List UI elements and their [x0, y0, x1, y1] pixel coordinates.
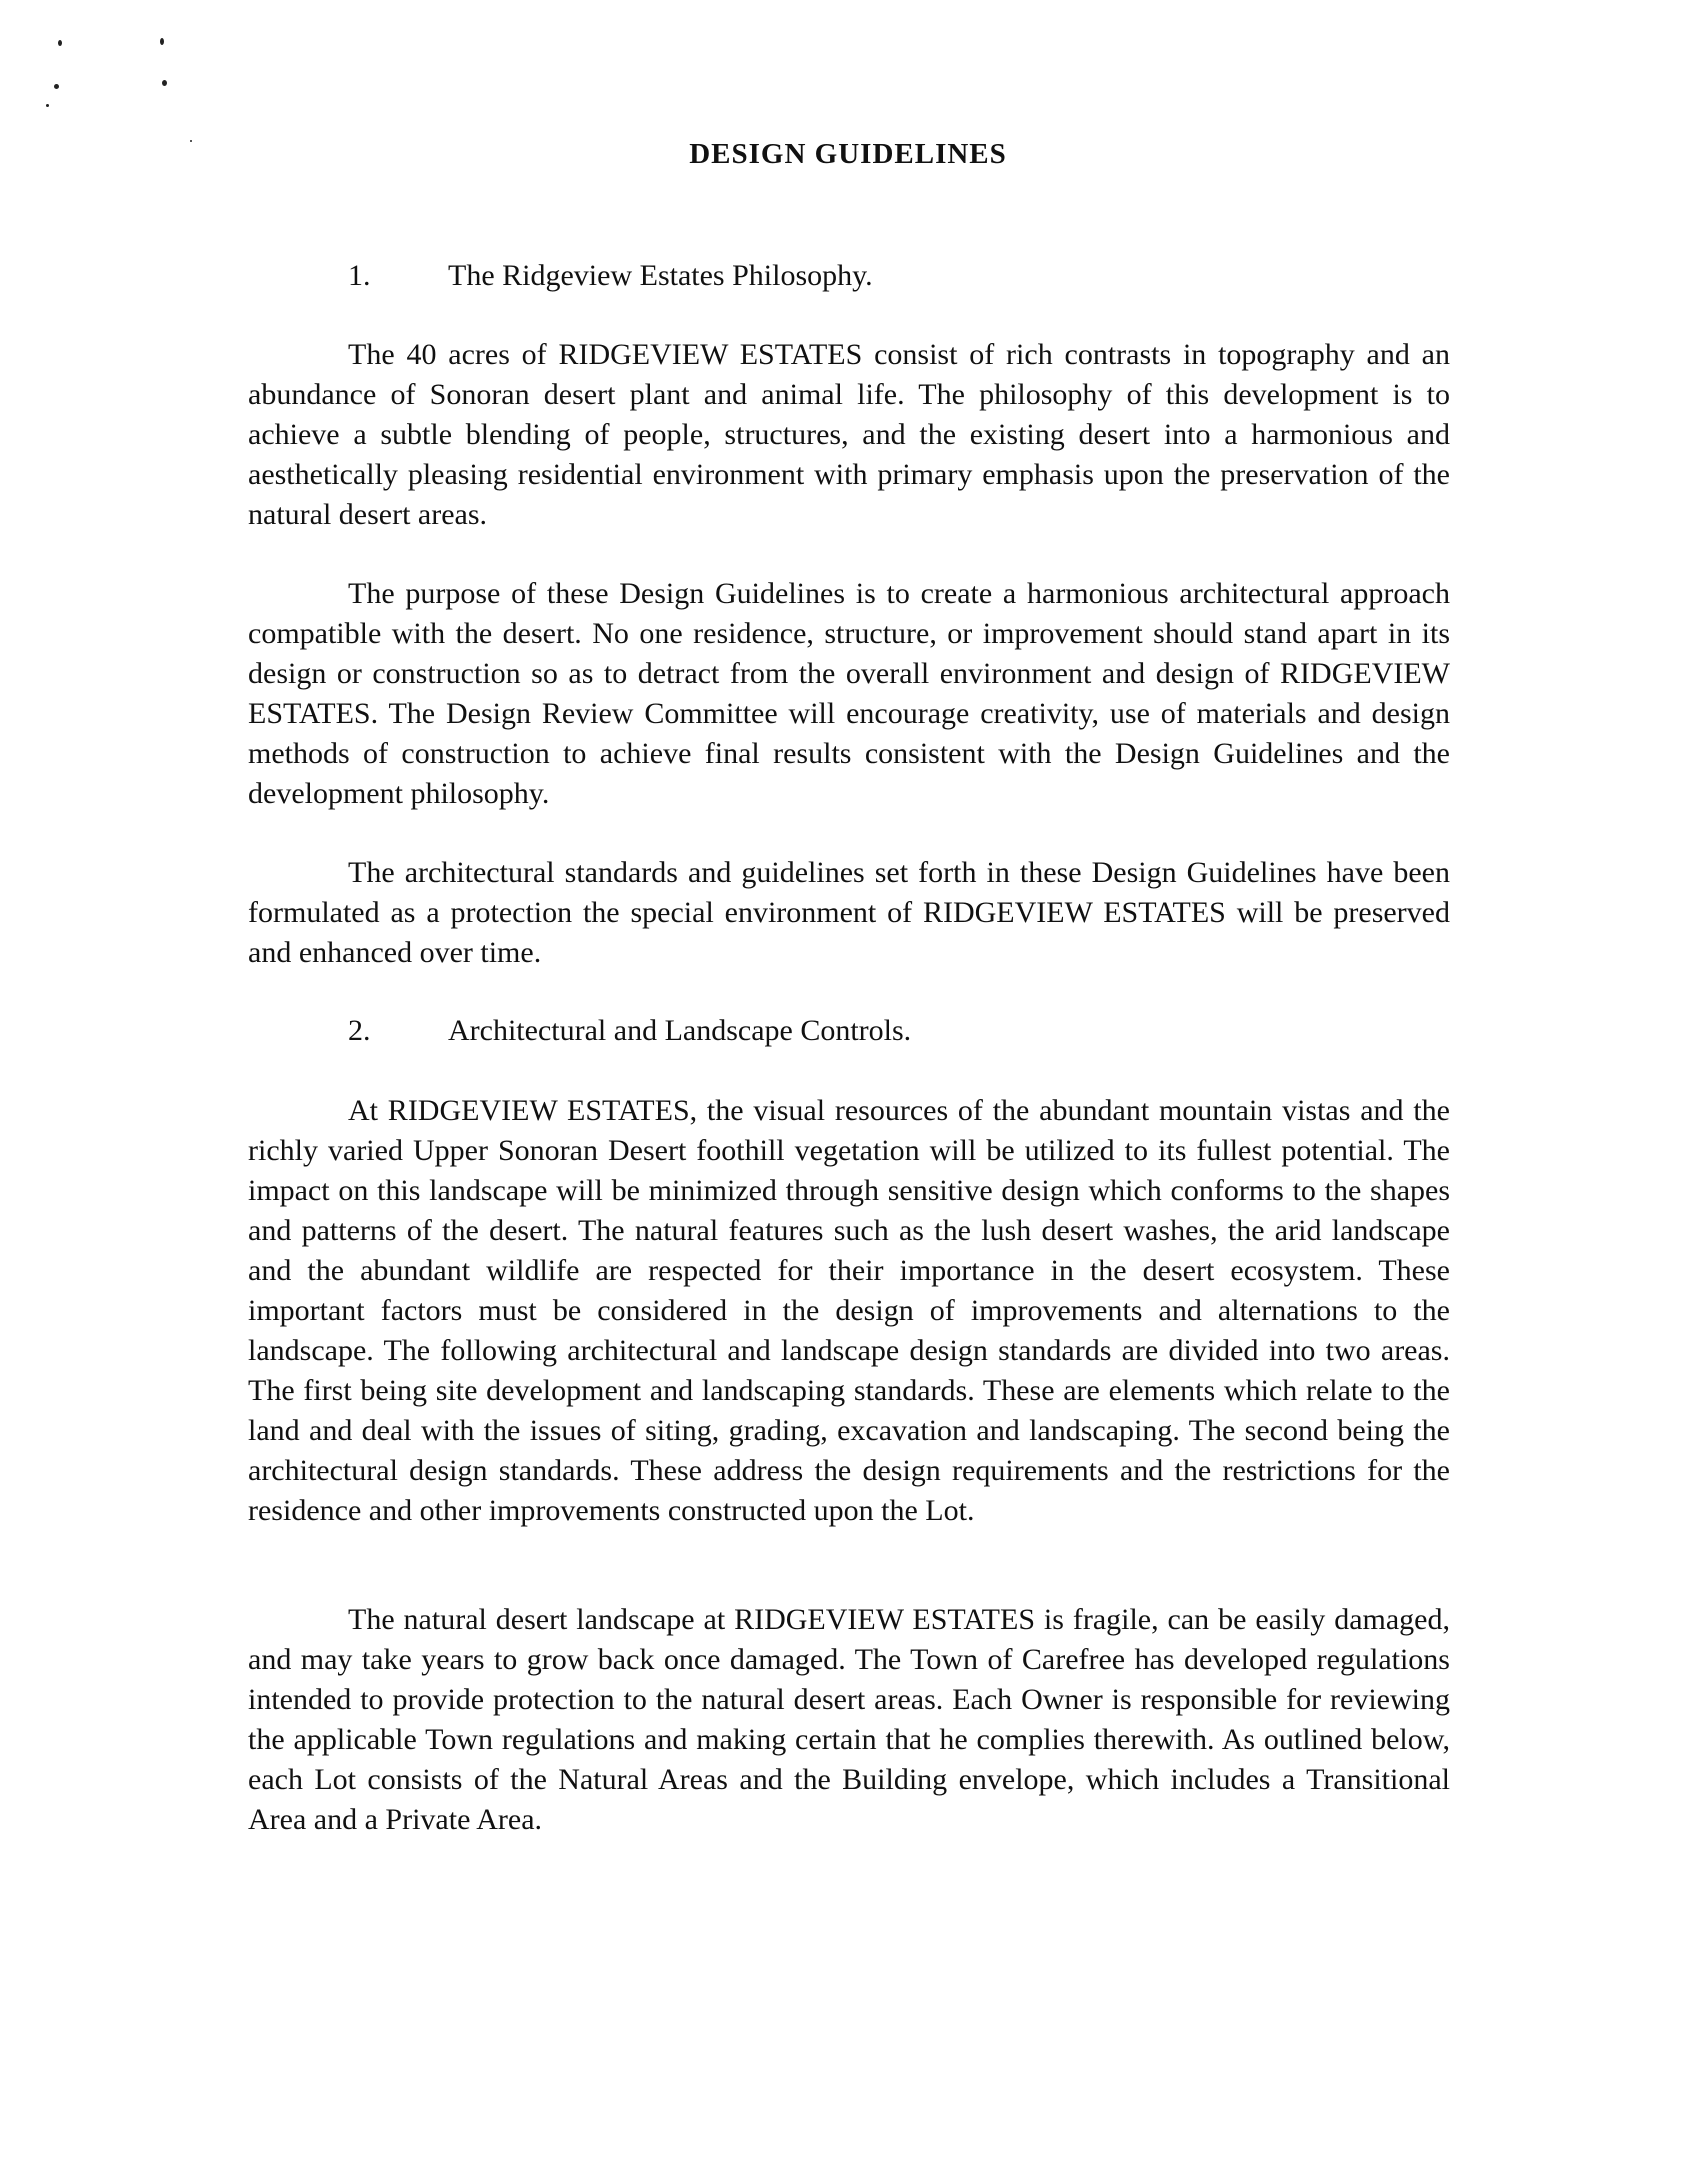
scan-speck — [58, 40, 62, 46]
paragraph: At RIDGEVIEW ESTATES, the visual resources of the abundant mountain vistas and the richly varied Upper Sonoran Desert foothill vegetation will be utilized to its fullest potential. The impact on this landscape will be minimized through sensitive design which conforms to the shapes and patterns of the desert. The natural features such as the lush desert washes, the arid landscape and the abundant wildlife are respected for their importance in the desert ecosystem. These important factors must be considered in the design of improvements and alternations to the landscape. The following architectural and landscape design standards are divided into two areas. The first being site development and landscaping standards. These are elements which relate to the land and deal with the issues of siting, grading, excavation and landscaping. The second being the architectural design standards. These address the design requirements and the restrictions for the residence and other improvements constructed upon the Lot. — [248, 1094, 1450, 1527]
section-title: Architectural and Landscape Controls. — [448, 1014, 912, 1047]
paragraph: The purpose of these Design Guidelines is to create a harmonious architectural approach compatible with the desert. No one residence, structure, or improvement should stand apart in its design or construction so as to detract from the overall environment and design of RIDGEVIEW ESTATES. The Design Review Committee will encourage creativity, use of materials and design methods of construction to achieve final results consistent with the Design Guidelines and the development philosophy. — [248, 577, 1450, 810]
paragraph: The architectural standards and guidelines set forth in these Design Guidelines have been formulated as a protection the special environment of RIDGEVIEW ESTATES will be preserved and enhanced over time. — [248, 856, 1450, 969]
scan-speck — [54, 84, 59, 89]
section-title: The Ridgeview Estates Philosophy. — [448, 259, 873, 292]
scan-speck — [46, 104, 49, 107]
scan-speck — [162, 80, 167, 86]
section-heading — [348, 256, 873, 296]
section-number: 1. — [348, 259, 371, 292]
section-heading — [348, 1011, 911, 1051]
paragraph: The 40 acres of RIDGEVIEW ESTATES consist of rich contrasts in topography and an abundance of Sonoran desert plant and animal life. The philosophy of this development is to achieve a subtle blending of people, structures, and the existing desert into a harmonious and aesthetically pleasing residential environment with primary emphasis upon the preservation of the natural desert areas. — [248, 338, 1450, 531]
section-number: 2. — [348, 1014, 371, 1047]
document-title: DESIGN GUIDELINES — [689, 138, 1007, 170]
paragraph: The natural desert landscape at RIDGEVIEW ESTATES is fragile, can be easily damaged, and may take years to grow back once damaged. The Town of Carefree has developed regulations intended to provide protection to the natural desert areas. Each Owner is responsible for reviewing the applicable Town regulations and making certain that he complies therewith. As outlined below, each Lot consists of the Natural Areas and the Building envelope, which includes a Transitional Area and a Private Area. — [248, 1603, 1450, 1836]
scan-speck — [160, 38, 164, 45]
